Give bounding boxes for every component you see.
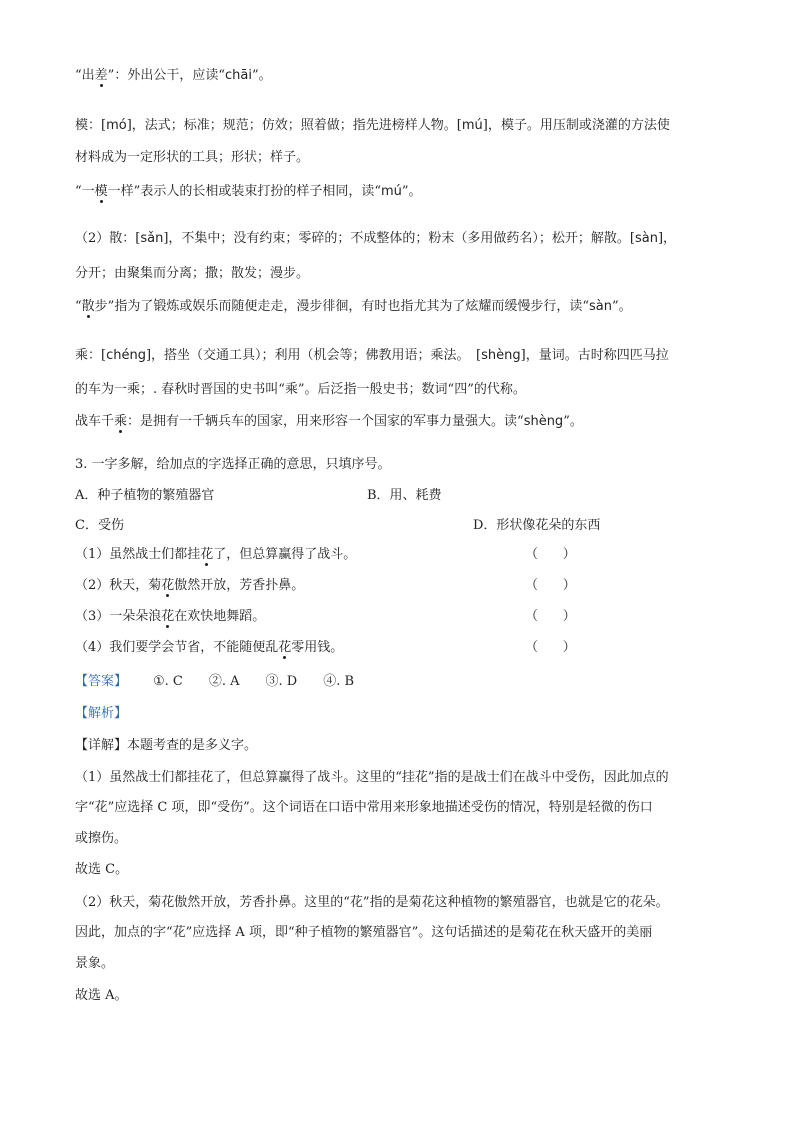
pinyin: mó: [106, 118, 127, 133]
explanation-2-choice: 故选 A。: [75, 988, 128, 1003]
chai-explanation: [75, 66, 272, 86]
text-seg: ]，: [657, 231, 677, 246]
dotted-char: 模: [94, 184, 108, 199]
dotted-char: 花: [200, 547, 214, 562]
question-item: [75, 638, 715, 658]
text-seg: （3）一朵朵浪: [75, 609, 162, 624]
san-usage: [75, 297, 632, 317]
text-seg: 战车千: [75, 414, 115, 429]
answer-blank[interactable]: （ ）: [525, 578, 576, 593]
text-seg: （4）我们要学会节省，不能随便乱: [75, 640, 279, 655]
explanation-1-line2: 字“花”应选择 C 项，即“受伤”。这个词语在口语中常用来形象地描述受伤的情况，特别是轻微的伤口: [75, 800, 653, 815]
pinyin: mú: [380, 184, 402, 199]
question-item: [75, 576, 715, 596]
option-c: C．受伤: [75, 518, 124, 533]
detail-line: 【详解】本题考查的是多义字。: [75, 738, 258, 753]
text-seg: ”。: [251, 68, 272, 83]
text-seg: 了，但总算赢得了战斗。: [213, 547, 357, 562]
explanation-1-line1: （1）虽然战士们都挂花了，但总算赢得了战斗。这里的“挂花”指的是战士们在战斗中受伤，因此加点的: [75, 770, 669, 785]
pinyin: sàn: [634, 231, 658, 246]
text-seg: （2）秋天，菊: [75, 578, 162, 593]
text-seg: 一样”表示人的长相或装束打扮的样子相同，读“: [107, 184, 381, 199]
answer-label: 【答案】: [75, 674, 128, 689]
question-title: 3. 一字多解，给加点的字选择正确的意思，只填序号。: [75, 457, 391, 472]
pinyin: chéng: [106, 348, 146, 363]
answer-values: ①. C ②. A ③. D ④. B: [153, 674, 355, 689]
sheng-definition-line2: 的车为一乘；. 春秋时晋国的史书叫“乘”。后泛指一般史书；数词“四”的代称。: [75, 382, 526, 397]
explanation-2-line3: 景象。: [75, 956, 115, 971]
pinyin: chāi: [224, 68, 252, 83]
san-definition-line2: 分开；由聚集而分离；撒；散发；漫步。: [75, 266, 310, 281]
text-seg: “一: [75, 184, 95, 199]
dotted-char: 花: [161, 609, 175, 624]
dotted-char: 乘: [114, 414, 128, 429]
option-b: B．用、耗费: [367, 488, 442, 503]
answer-line: [75, 672, 354, 692]
options-row-2: [75, 516, 715, 536]
san-definition-line1: [75, 229, 676, 249]
text-seg: “出: [75, 68, 95, 83]
explanation-2-line2: 因此，加点的字“花”应选择 A 项，即“种子植物的繁殖器官”。这句话描述的是菊花在秋天盛开的美丽: [75, 925, 653, 940]
explanation-1-line3: 或擦伤。: [75, 831, 128, 846]
text-seg: （1）虽然战士们都挂: [75, 547, 201, 562]
text-seg: ]，量词。古时称四匹马拉: [520, 348, 669, 363]
text-seg: ”。: [611, 299, 632, 314]
dotted-char: 差: [94, 68, 108, 83]
analysis-label: 【解析】: [75, 706, 128, 721]
text-seg: 步”指为了锻炼或娱乐而随便走走，漫步徘徊，有时也指尤其为了炫耀而缓慢步行，读“: [94, 299, 589, 314]
dotted-char: 花: [278, 640, 292, 655]
text-seg: ]，模子。用压制或浇灌的方法使: [482, 118, 670, 133]
text-seg: ]，搭坐（交通工具）；利用（机会等；佛教用语；乘法。 [: [145, 348, 482, 363]
text-seg: ”。: [563, 414, 583, 429]
text-seg: 在欢快地舞蹈。: [174, 609, 266, 624]
pinyin: sǎn: [140, 231, 164, 246]
text-seg: “: [75, 299, 82, 314]
pinyin: mú: [461, 118, 483, 133]
mo-usage: [75, 182, 422, 202]
sheng-definition-line1: [75, 346, 669, 366]
sheng-usage: [75, 412, 583, 432]
text-seg: ”。: [401, 184, 422, 199]
text-seg: ：是拥有一千辆兵车的国家，用来形容一个国家的军事力量强大。读“: [127, 414, 524, 429]
answer-blank[interactable]: （ ）: [525, 547, 576, 562]
answer-blank[interactable]: （ ）: [525, 609, 576, 624]
text-seg: 乘：[: [75, 348, 107, 363]
text-seg: 零用钱。: [291, 640, 344, 655]
options-row-1: [75, 486, 715, 506]
text-seg: （2）散：[: [75, 231, 141, 246]
option-d: D．形状像花朵的东西: [473, 518, 601, 533]
text-seg: ]，法式；标准；规范；仿效；照着做；指先进榜样人物。[: [126, 118, 462, 133]
mo-definition-line2: 材料成为一定形状的工具；形状；样子。: [75, 150, 310, 165]
text-seg: ]，不集中；没有约束；零碎的；不成整体的；粉末（多用做药名）；松开；解散。[: [163, 231, 635, 246]
text-seg: 模：[: [75, 118, 107, 133]
option-a: A．种子植物的繁殖器官: [75, 488, 215, 503]
pinyin: shèng: [523, 414, 564, 429]
question-item: [75, 607, 715, 627]
pinyin: shèng: [481, 348, 521, 363]
answer-blank[interactable]: （ ）: [525, 640, 576, 655]
text-seg: ”：外出公干，应读“: [107, 68, 225, 83]
dotted-char: 花: [161, 578, 175, 593]
mo-definition-line1: [75, 116, 670, 136]
question-item: [75, 545, 715, 565]
dotted-char: 散: [81, 299, 95, 314]
pinyin: sàn: [588, 299, 612, 314]
explanation-2-line1: （2）秋天，菊花傲然开放，芳香扑鼻。这里的“花”指的是菊花这种植物的繁殖器官，也就是它的花朵。: [75, 895, 669, 910]
text-seg: 傲然开放，芳香扑鼻。: [174, 578, 305, 593]
explanation-1-choice: 故选 C。: [75, 862, 129, 877]
